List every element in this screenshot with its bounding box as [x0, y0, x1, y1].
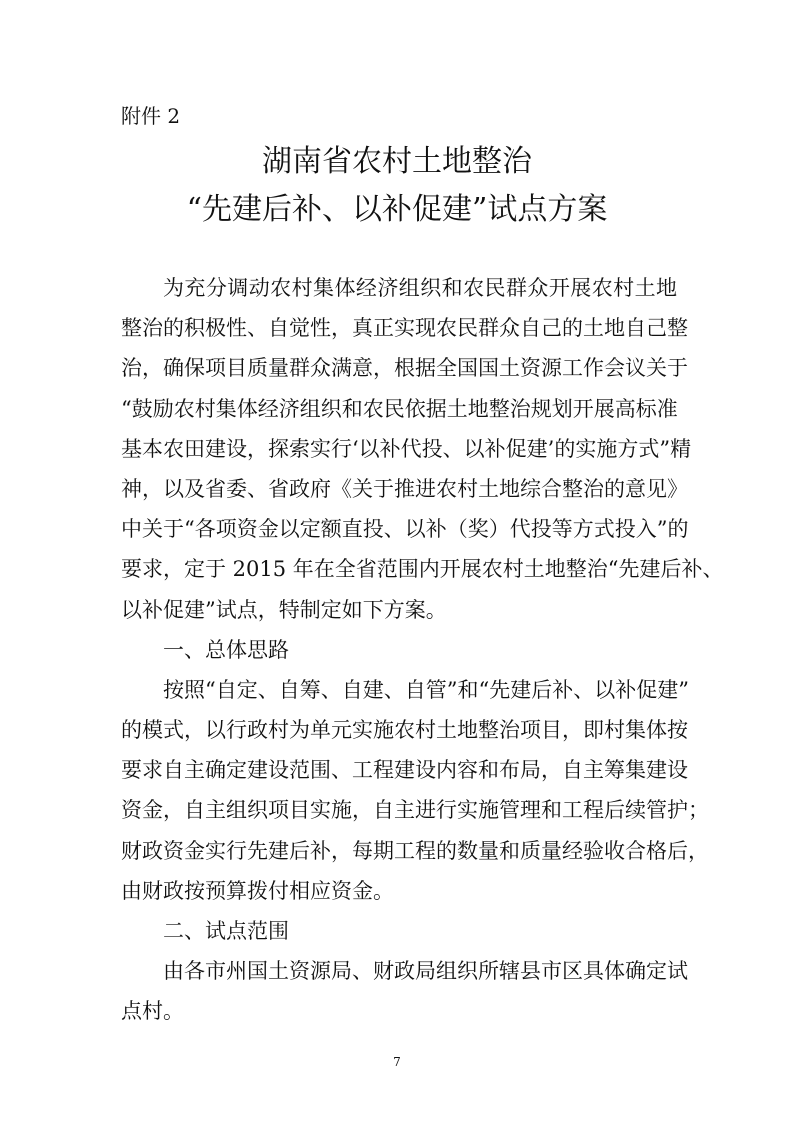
paragraph-line: 由财政按预算拨付相应资金。	[121, 878, 394, 903]
page-number: 7	[393, 1055, 401, 1069]
paragraph-line: 为充分调动农村集体经济组织和农民群众开展农村土地	[163, 276, 677, 300]
section-heading: 一、总体思路	[163, 637, 289, 662]
document-body	[121, 268, 724, 1032]
paragraph-line: 由各市州国土资源局、财政局组织所辖县市区具体确定试	[163, 959, 688, 984]
paragraph-line: 神，以及省委、省政府《关于推进农村土地综合整治的意见》	[121, 476, 688, 501]
paragraph-line: “鼓励农村集体经济组织和农民依据土地整治规划开展高标准	[121, 396, 678, 421]
paragraph-line: 基本农田建设，探索实行‘以补代投、以补促建’的实施方式”精	[121, 436, 692, 461]
paragraph-line: 治，确保项目质量群众满意，根据全国国土资源工作会议关于	[121, 356, 688, 381]
paragraph-line: 资金，自主组织项目实施，自主进行实施管理和工程后续管护；	[121, 798, 709, 823]
document-title-line-2: “先建后补、以补促建”试点方案	[186, 192, 608, 227]
paragraph-line: 点村。	[121, 999, 184, 1024]
paragraph-line: 整治的积极性、自觉性，真正实现农民群众自己的土地自己整	[121, 316, 688, 341]
paragraph-line: 要求自主确定建设范围、工程建设内容和布局，自主筹集建设	[121, 758, 688, 783]
section-heading: 二、试点范围	[163, 919, 289, 943]
paragraph-line: 的模式，以行政村为单元实施农村土地整治项目，即村集体按	[121, 718, 688, 743]
attachment-label: 附件 2	[121, 104, 181, 128]
paragraph-line: 按照“自定、自筹、自建、自管”和“先建后补、以补促建”	[163, 677, 689, 702]
document-title-line-1: 湖南省农村土地整治	[262, 144, 532, 179]
paragraph-line: 要求，定于 2015 年在全省范围内开展农村土地整治“先建后补、	[121, 557, 724, 582]
paragraph-line: 财政资金实行先建后补，每期工程的数量和质量经验收合格后，	[121, 838, 709, 863]
paragraph-line: 中关于“各项资金以定额直投、以补（奖）代投等方式投入”的	[121, 517, 689, 542]
paragraph-line: 以补促建”试点，特制定如下方案。	[121, 597, 447, 622]
